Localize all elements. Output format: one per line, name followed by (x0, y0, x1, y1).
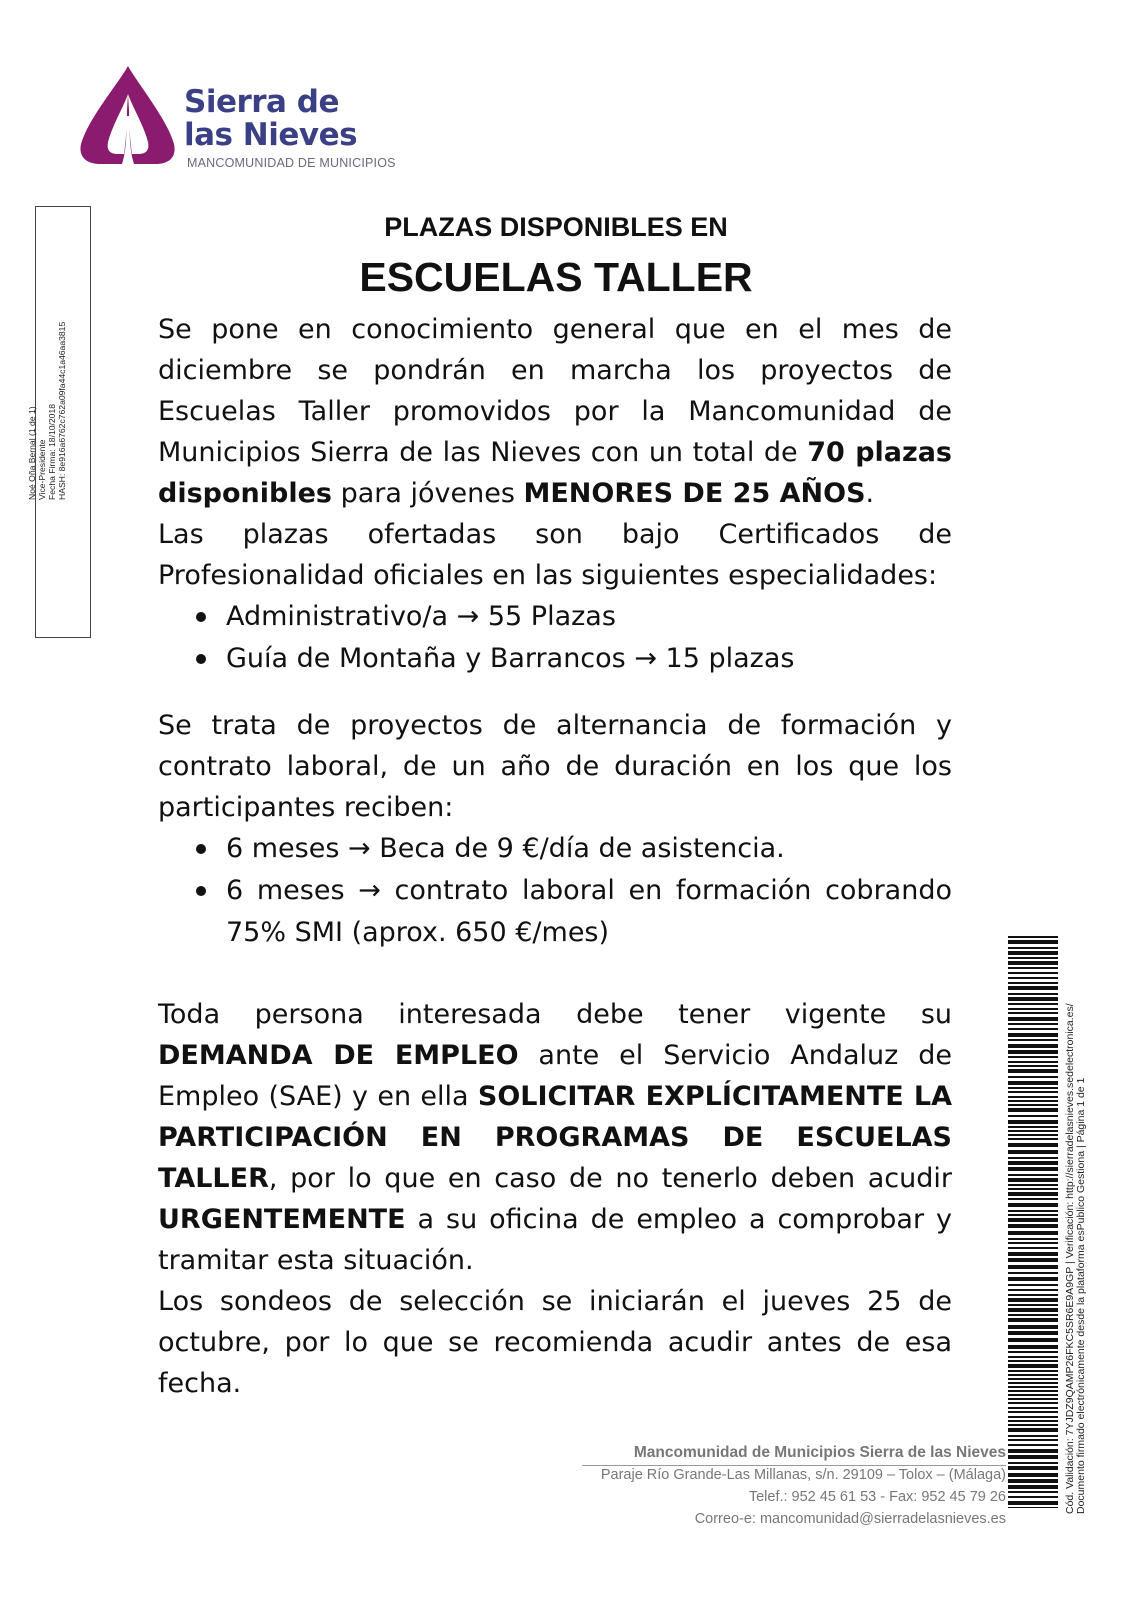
requirements-paragraph (158, 994, 952, 1281)
logo-line-2: las Nieves (184, 117, 358, 153)
barcode-bar (1008, 1318, 1058, 1322)
barcode-bar (1008, 1304, 1058, 1306)
barcode-bar (1008, 1069, 1058, 1073)
barcode-bar (1008, 1126, 1058, 1128)
barcode-bar (1008, 1466, 1058, 1470)
list-item (158, 596, 952, 638)
barcode-bar (1008, 1386, 1058, 1388)
barcode-bar (1008, 1231, 1058, 1235)
organization-logo (78, 64, 418, 174)
barcode-bar (1008, 1416, 1058, 1418)
intro-text-1: Se pone en conocimiento general que en el mes de diciembre se pondrán en marcha los proyectos de Escuelas Taller promovidos por la Mancomunidad de Municipios Sierra de las Nieves con un total de (158, 314, 952, 468)
barcode-bar (1008, 1378, 1058, 1380)
barcode-bar (1008, 1044, 1058, 1048)
bullet-icon (196, 654, 206, 664)
verification-text (1065, 954, 1087, 1514)
barcode-bar (1008, 936, 1058, 938)
req-bold-2: SOLICITAR EXPLÍCITAMENTE LA PARTICIPACIÓN EN PROGRAMAS DE ESCUELAS TALLER (158, 1081, 952, 1194)
barcode-bar (1008, 1394, 1058, 1396)
barcode-bar (1008, 1507, 1058, 1508)
verification-line-2: Documento firmado electrónicamente desde la plataforma esPublico Gestiona | Página 1 de 1 (1075, 1077, 1087, 1514)
barcode-bar (1008, 1479, 1058, 1483)
stamp-date: Fecha Firma: 18/10/2018 (47, 403, 57, 500)
barcode-bar (1008, 1314, 1058, 1316)
req-text-4: a su oficina de empleo a comprobar y tramitar esta situación. (158, 1204, 952, 1276)
barcode-icon (1008, 936, 1058, 1508)
barcode-bar (1008, 1242, 1058, 1244)
barcode-bar (1008, 1120, 1058, 1124)
barcode-bar (1008, 997, 1058, 1001)
intro-text-2: para jóvenes (331, 478, 524, 509)
barcode-bar (1008, 1130, 1058, 1132)
barcode-bar (1008, 993, 1058, 995)
barcode-bar (1008, 1428, 1058, 1432)
barcode-bar (1008, 1056, 1058, 1058)
barcode-bar (1008, 1298, 1058, 1302)
barcode-bar (1008, 1108, 1058, 1112)
barcode-bar (1008, 1081, 1058, 1085)
barcode-bar (1008, 1289, 1058, 1291)
barcode-bar (1008, 1115, 1058, 1117)
barcode-bar (1008, 1356, 1058, 1358)
barcode-bar (1008, 1402, 1058, 1404)
barcode-bar (1008, 1360, 1058, 1362)
benefits-list (158, 828, 952, 954)
barcode-bar (1008, 1455, 1058, 1459)
barcode-bar (1008, 1224, 1058, 1228)
barcode-bar (1008, 940, 1058, 944)
logo-wordmark (184, 86, 404, 152)
intro-paragraph (158, 309, 952, 514)
barcode-bar (1008, 982, 1058, 984)
barcode-bar (1008, 1203, 1058, 1207)
barcode-bar (1008, 1192, 1058, 1196)
barcode-bar (1008, 1104, 1058, 1106)
bullet-icon (196, 844, 206, 854)
barcode-bar (1008, 986, 1058, 990)
barcode-bar (1008, 1214, 1058, 1216)
footer-email: Correo-e: mancomunidad@sierradelasnieves.es (694, 1511, 1006, 1527)
barcode-bar (1008, 1184, 1058, 1186)
stamp-hash: HASH: 8e916a6762c762a09fa44c1a46aa3815 (57, 321, 67, 500)
req-text-1: Toda persona interesada debe tener vigente su (158, 999, 952, 1030)
barcode-bar (1008, 1012, 1058, 1014)
barcode-bar (1008, 967, 1058, 969)
barcode-bar (1008, 1188, 1058, 1190)
barcode-bar (1008, 1065, 1058, 1067)
barcode-bar (1008, 1157, 1058, 1159)
stamp-name: Noé Oña Bernal (1 de 1) (27, 406, 37, 500)
req-text-3: , por lo que en caso de no tenerlo deben acudir (268, 1163, 952, 1194)
req-bold-3: URGENTEMENTE (158, 1204, 406, 1235)
bullet-icon (196, 886, 206, 896)
barcode-bar (1008, 1308, 1058, 1312)
barcode-bar (1008, 1325, 1058, 1329)
list-item (158, 638, 952, 680)
req-text-2: ante el Servicio Andaluz de Empleo (SAE) y en ella (158, 1040, 952, 1112)
intro-bold-places: 70 plazas disponibles (158, 437, 952, 509)
barcode-bar (1008, 1033, 1058, 1037)
barcode-bar (1008, 1435, 1058, 1437)
barcode-bar (1008, 1247, 1058, 1249)
barcode-bar (1008, 1462, 1058, 1464)
specialties-list (158, 596, 952, 680)
barcode-bar (1008, 1210, 1058, 1212)
barcode-bar (1008, 1272, 1058, 1274)
barcode-bar (1008, 1424, 1058, 1426)
offer-paragraph: Las plazas ofertadas son bajo Certificados de Profesionalidad oficiales en las siguientes especialidades: (158, 519, 952, 591)
barcode-bar (1008, 1096, 1058, 1098)
barcode-bar (1008, 1491, 1058, 1493)
footer-phones: Telef.: 952 45 61 53 - Fax: 952 45 79 26 (748, 1489, 1006, 1505)
barcode-bar (1008, 1407, 1058, 1409)
program-paragraph: Se trata de proyectos de alternancia de formación y contrato laboral, de un año de duración en los que los participantes reciben: (158, 710, 952, 823)
barcode-bar (1008, 1374, 1058, 1376)
barcode-bar (1008, 1331, 1058, 1335)
barcode-bar (1008, 1091, 1058, 1093)
barcode-bar (1008, 1411, 1058, 1413)
barcode-bar (1008, 1398, 1058, 1400)
barcode-bar (1008, 1028, 1058, 1030)
list-item (158, 828, 952, 870)
list-item (158, 870, 952, 954)
barcode-bar (1008, 1238, 1058, 1240)
barcode-bar (1008, 1496, 1058, 1498)
barcode-bar (1008, 961, 1058, 965)
mountain-drop-icon (78, 64, 178, 168)
barcode-bar (1008, 977, 1058, 979)
barcode-bar (1008, 972, 1058, 974)
barcode-bar (1008, 1370, 1058, 1372)
specialty-admin: Administrativo/a → 55 Plazas (226, 601, 616, 632)
barcode-bar (1008, 1023, 1058, 1025)
barcode-bar (1008, 951, 1058, 955)
barcode-bar (1008, 1284, 1058, 1286)
intro-text-3: . (865, 478, 875, 509)
barcode-bar (1008, 957, 1058, 959)
benefit-contract: 6 meses → contrato laboral en formación cobrando 75% SMI (aprox. 650 €/mes) (226, 875, 952, 948)
barcode-bar (1008, 1218, 1058, 1222)
barcode-bar (1008, 1174, 1058, 1176)
barcode-bar (1008, 1439, 1058, 1441)
barcode-bar (1008, 1017, 1058, 1021)
barcode-bar (1008, 1501, 1058, 1505)
barcode-bar (1008, 1178, 1058, 1182)
barcode-bar (1008, 1198, 1058, 1200)
barcode-bar (1008, 947, 1058, 949)
document-subtitle: PLAZAS DISPONIBLES EN (384, 212, 728, 242)
bullet-icon (196, 612, 206, 622)
signature-stamp (27, 200, 67, 500)
barcode-bar (1008, 1473, 1058, 1477)
req-bold-1: DEMANDA DE EMPLEO (158, 1040, 519, 1071)
footer (560, 1442, 1006, 1530)
barcode-bar (1008, 1061, 1058, 1063)
barcode-bar (1008, 1138, 1058, 1140)
barcode-bar (1008, 1485, 1058, 1489)
barcode-bar (1008, 1294, 1058, 1296)
specialty-mountain-guide: Guía de Montaña y Barrancos → 15 plazas (226, 643, 795, 674)
barcode-bar (1008, 1444, 1058, 1446)
barcode-bar (1008, 1382, 1058, 1384)
document-title: ESCUELAS TALLER (359, 254, 753, 300)
barcode-bar (1008, 1076, 1058, 1078)
barcode-bar (1008, 1351, 1058, 1353)
barcode-bar (1008, 1003, 1058, 1005)
stamp-role: Vice-Presidente (37, 439, 47, 500)
barcode-bar (1008, 1087, 1058, 1089)
barcode-bar (1008, 1167, 1058, 1171)
closing-paragraph: Los sondeos de selección se iniciarán el jueves 25 de octubre, por lo que se recomienda acudir antes de esa fecha. (158, 1286, 952, 1399)
barcode-bar (1008, 1420, 1058, 1422)
barcode-bar (1008, 1150, 1058, 1154)
verification-line-1: Cód. Validación: 7YJDZ9QAMP26FKC5SR6E9A9GP | Verificación: http://sierradelasnieves.sedelectronica.es/ (1064, 1003, 1076, 1514)
barcode-bar (1008, 1265, 1058, 1269)
document-body (158, 309, 952, 1404)
barcode-bar (1008, 1277, 1058, 1281)
barcode-bar (1008, 1008, 1058, 1010)
barcode-bar (1008, 1050, 1058, 1054)
barcode-bar (1008, 1100, 1058, 1102)
footer-address: Paraje Río Grande-Las Millanas, s/n. 29109 – Tolox – (Málaga) (600, 1467, 1006, 1483)
barcode-bar (1008, 1338, 1058, 1342)
logo-subtitle: MANCOMUNIDAD DE MUNICIPIOS (187, 156, 396, 170)
barcode-bar (1008, 1364, 1058, 1368)
barcode-bar (1008, 1134, 1058, 1136)
barcode-bar (1008, 1143, 1058, 1147)
intro-bold-age: MENORES DE 25 AÑOS (523, 478, 866, 509)
barcode-bar (1008, 1258, 1058, 1262)
barcode-bar (1008, 1449, 1058, 1453)
barcode-bar (1008, 1161, 1058, 1165)
barcode-bar (1008, 1390, 1058, 1392)
benefit-scholarship: 6 meses → Beca de 9 €/día de asistencia. (226, 833, 785, 864)
barcode-bar (1008, 1345, 1058, 1349)
footer-org: Mancomunidad de Municipios Sierra de las Nieves (633, 1444, 1006, 1461)
logo-line-1: Sierra de (184, 84, 339, 120)
barcode-bar (1008, 1039, 1058, 1041)
footer-divider (582, 1465, 1006, 1466)
barcode-bar (1008, 1252, 1058, 1256)
